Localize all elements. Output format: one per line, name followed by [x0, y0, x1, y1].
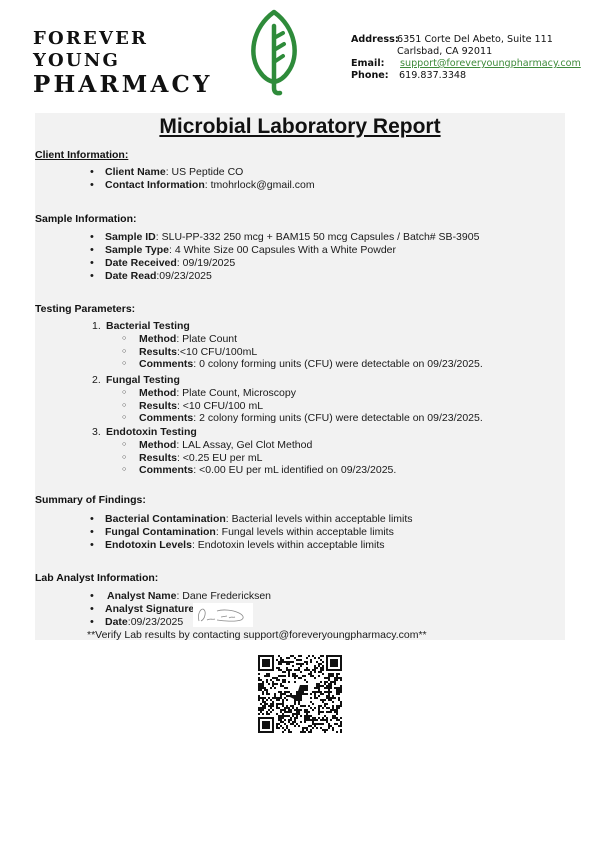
analyst-signature-image [193, 603, 253, 627]
brand-line-1: FOREVER YOUNG [33, 28, 149, 71]
address-line-2: Carlsbad, CA 92011 [397, 46, 493, 57]
address-label: Address: [351, 34, 399, 45]
test-method-item: ○ Method: Plate Count, Microscopy [122, 387, 483, 400]
date-received-item: • Date Received: 09/19/2025 [90, 257, 479, 270]
contact-block [351, 34, 581, 82]
test-fungal-heading: 2. Fungal Testing [92, 374, 180, 386]
sample-type-item: • Sample Type: 4 White Size 00 Capsules With a White Powder [90, 244, 479, 257]
phone-number: 619.837.3348 [399, 70, 467, 81]
brand-line-2: PHARMACY [33, 71, 213, 98]
summary-bacterial-item: • Bacterial Contamination: Bacterial levels within acceptable limits [90, 513, 413, 526]
sample-info-list [90, 231, 479, 283]
test-fungal-details [122, 387, 483, 425]
client-info-heading: Client Information: [35, 149, 129, 161]
sample-id-item: • Sample ID: SLU-PP-332 250 mcg + BAM15 50 mcg Capsules / Batch# SB-3905 [90, 231, 479, 244]
test-bacterial-details [122, 333, 483, 371]
test-method-item: ○ Method: Plate Count [122, 333, 483, 346]
analyst-signature-item: • Analyst Signature: [90, 603, 271, 616]
report-title: Microbial Laboratory Report [159, 115, 441, 138]
qr-code-icon[interactable] [258, 655, 342, 733]
phone-label: Phone: [351, 70, 389, 81]
date-read-item: • Date Read:09/23/2025 [90, 270, 479, 283]
test-comments-item: ○ Comments: 0 colony forming units (CFU) were detectable on 09/23/2025. [122, 358, 483, 371]
test-endotoxin-heading: 3. Endotoxin Testing [92, 426, 197, 438]
summary-endotoxin-item: • Endotoxin Levels: Endotoxin levels within acceptable limits [90, 539, 413, 552]
test-endotoxin-details [122, 439, 396, 477]
verify-note: **Verify Lab results by contacting support@foreveryoungpharmacy.com** [87, 629, 427, 641]
analyst-date-item: • Date:09/23/2025 [90, 616, 271, 629]
test-bacterial-heading: 1. Bacterial Testing [92, 320, 190, 332]
test-comments-item: ○ Comments: 2 colony forming units (CFU) were detectable on 09/23/2025. [122, 412, 483, 425]
summary-fungal-item: • Fungal Contamination: Fungal levels within acceptable limits [90, 526, 413, 539]
test-comments-item: ○ Comments: <0.00 EU per mL identified on 09/23/2025. [122, 464, 396, 477]
sample-info-heading: Sample Information: [35, 213, 137, 225]
summary-heading: Summary of Findings: [35, 494, 146, 506]
client-info-list [90, 166, 315, 192]
testing-params-heading: Testing Parameters: [35, 303, 136, 315]
leaf-logo-icon [246, 8, 302, 96]
analyst-name-item: • Analyst Name: Dane Fredericksen [90, 590, 271, 603]
test-results-item: ○ Results:<10 CFU/100mL [122, 346, 483, 359]
email-label: Email: [351, 58, 385, 69]
test-method-item: ○ Method: LAL Assay, Gel Clot Method [122, 439, 396, 452]
report-panel [35, 113, 565, 640]
summary-list [90, 513, 413, 552]
address-line-1: 6351 Corte Del Abeto, Suite 111 [397, 34, 553, 45]
test-results-item: ○ Results: <0.25 EU per mL [122, 452, 396, 465]
brand-logo-text [33, 28, 243, 98]
analyst-heading: Lab Analyst Information: [35, 572, 159, 584]
test-results-item: ○ Results: <10 CFU/100 mL [122, 400, 483, 413]
email-link[interactable]: support@foreveryoungpharmacy.com [400, 58, 581, 69]
client-name-item: • Client Name: US Peptide CO [90, 166, 315, 179]
contact-info-item: • Contact Information: tmohrlock@gmail.com [90, 179, 315, 192]
